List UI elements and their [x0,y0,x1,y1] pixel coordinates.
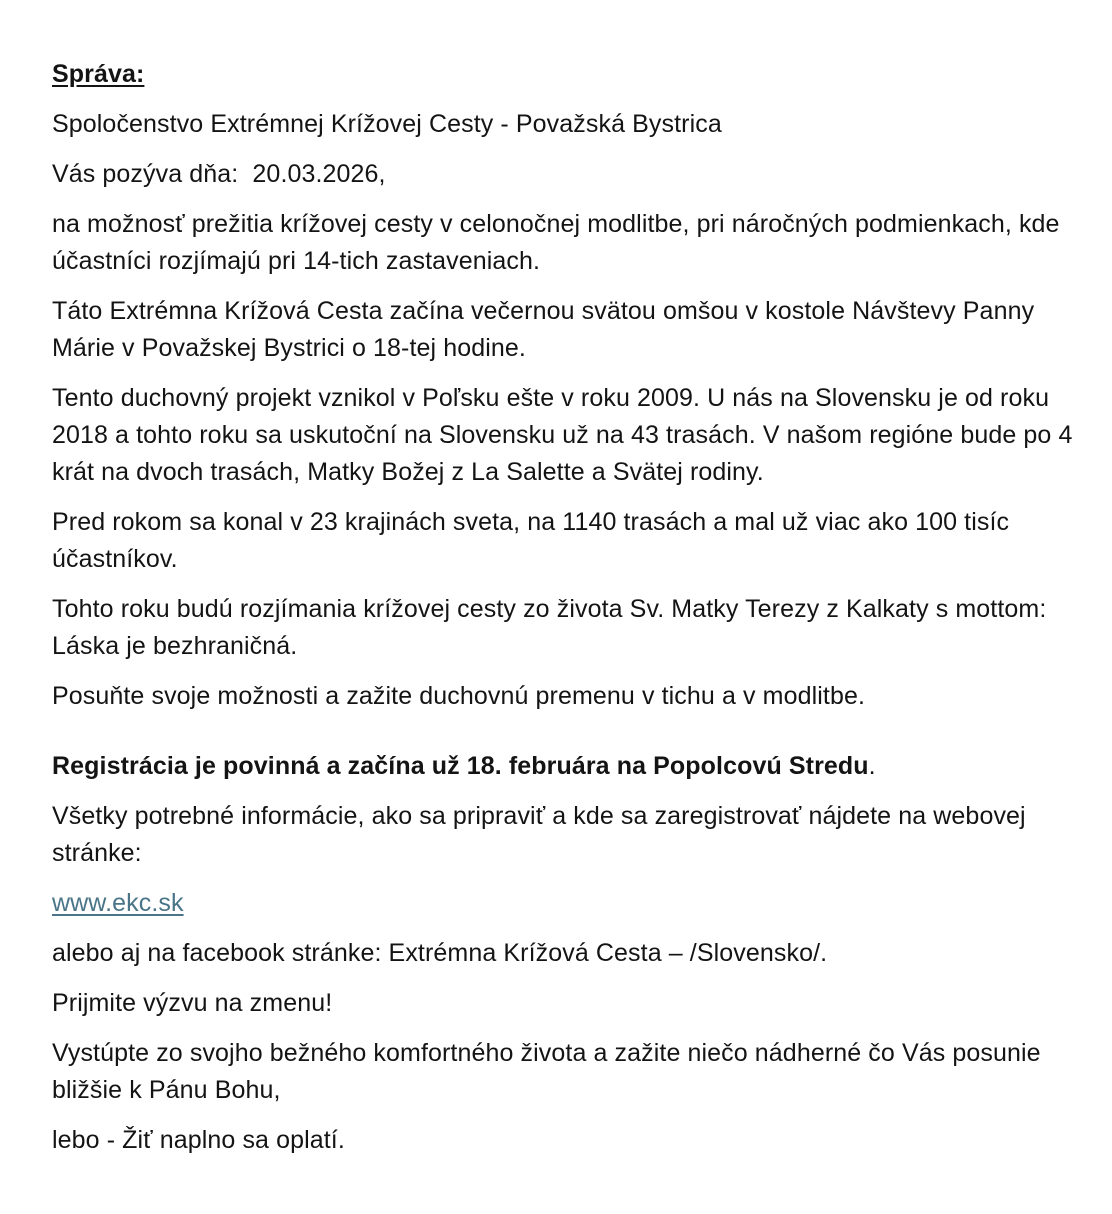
paragraph-invitation-date: Vás pozýva dňa: 20.03.2026, [52,160,386,188]
page-title [52,56,1088,93]
paragraph-project-history: Tento duchovný projekt vznikol v Poľsku ešte v roku 2009. U nás na Slovensku je od roku 2018 a tohto roku sa uskutoční na Slovensku už na 43 trasách. V našom regióne bude po 4 krát na dvoch trasách, Matky Božej z La Salette a Svätej rodiny. [52,384,1080,486]
paragraph-step-out: Vystúpte zo svojho bežného komfortného života a zažite niečo nádherné čo Vás posunie bližšie k Pánu Bohu, [52,1039,1048,1104]
registration-bold-text: Registrácia je povinná a začína už 18. februára na Popolcovú Stredu [52,752,869,780]
paragraph-challenge: Prijmite výzvu na zmenu! [52,989,333,1017]
paragraph-registration [52,748,1088,785]
paragraph-organization: Spoločenstvo Extrémnej Krížovej Cesty - Považská Bystrica [52,110,722,138]
registration-period: . [868,752,876,780]
paragraph-closing-motto: lebo - Žiť naplno sa oplatí. [52,1126,345,1154]
paragraph-start-info: Táto Extrémna Krížová Cesta začína večernou svätou omšou v kostole Návštevy Panny Márie v Považskej Bystrici o 18-tej hodine. [52,297,1042,362]
paragraph-statistics: Pred rokom sa konal v 23 krajinách sveta, na 1140 trasách a mal už viac ako 100 tisíc účastníkov. [52,508,1017,573]
page-title-text: Správa: [52,60,145,88]
paragraph-link [52,885,1088,922]
paragraph-description: na možnosť prežitia krížovej cesty v celonočnej modlitbe, pri náročných podmienkach, kde účastníci rozjímajú pri 14-tich zastaveniach. [52,210,1067,275]
paragraph-encouragement: Posuňte svoje možnosti a zažite duchovnú premenu v tichu a v modlitbe. [52,682,865,710]
paragraph-info: Všetky potrebné informácie, ako sa pripraviť a kde sa zaregistrovať nájdete na webovej stránke: [52,802,1033,867]
paragraph-theme: Tohto roku budú rozjímania krížovej cesty zo života Sv. Matky Terezy z Kalkaty s mottom: Láska je bezhraničná. [52,595,1054,660]
website-link[interactable]: www.ekc.sk [52,889,184,917]
paragraph-facebook: alebo aj na facebook stránke: Extrémna Krížová Cesta – /Slovensko/. [52,939,828,967]
